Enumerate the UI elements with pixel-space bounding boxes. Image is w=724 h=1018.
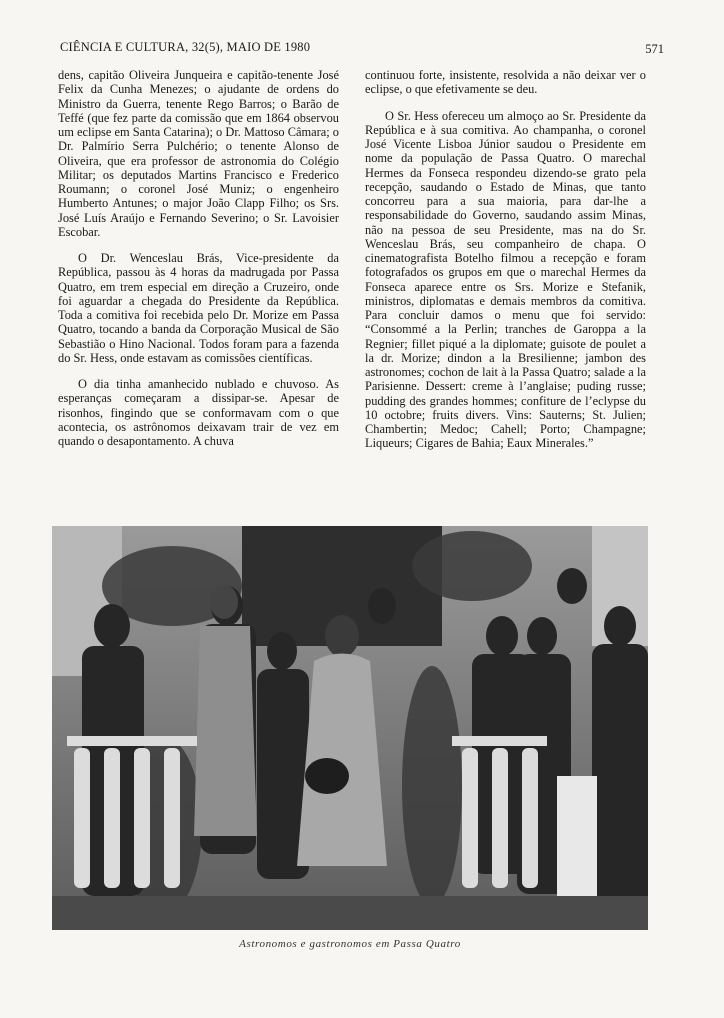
group-photograph-illustration — [52, 526, 648, 930]
paragraph: O Sr. Hess ofereceu um almoço ao Sr. Presidente da República e à sua comitiva. Ao champanha, o coronel José Vicente Lisboa Júnior saudou o Presidente em nome da população de Passa Quatro. O marechal Hermes da Fonseca respondeu dizendo-se grato pela recepção, saudando o Estado de Minas, que tanto concorreu para a sua maioria, para dar-lhe a responsabilidade do Governo, saudando assim Minas, não na pessoa de seu Presidente, mas na do Sr. Wenceslau Brás, seu companheiro de chapa. O cinematografista Botelho filmou a recepção e foram fotografados os grupos em que o marechal Hermes da Fonseca aparece entre os Srs. Morize e Stefanik, ministros, diplomatas e demais membros da comitiva. Para concluir damos o menu que foi servido: “Consommé a la Perlin; tranches de Garoppa a la Regnier; fillet piqué a la diplomate; guisote de poulet a la dr. Morize; dindon a la Bresilienne; jambon des astronomes; cochon de lait à la Passa Quatro; salade a la Parisienne. Dessert: creme à l’anglaise; puding russe; pudding des grandes hommes; confiture de l’eclypse du 10 octobre; fruits divers. Vins: Sauterns; St. Julien; Chambertin; Medoc; Cahell; Porto; Champagne; Liqueurs; Cigares de Bahia; Eaux Minerales.” — [365, 108, 646, 451]
journal-citation: CIÊNCIA E CULTURA, 32(5), MAIO DE 1980 — [60, 40, 311, 54]
page-header — [60, 40, 664, 58]
group-photograph — [52, 526, 648, 930]
paragraph: continuou forte, insistente, resolvida a não deixar ver o eclipse, o que efetivamente se deu. — [365, 68, 646, 97]
figure-caption: Astronomos e gastronomos em Passa Quatro — [239, 938, 461, 950]
paragraph: dens, capitão Oliveira Junqueira e capitão-tenente José Felix da Cunha Menezes; o ajudante de ordens do Ministro da Guerra, tenente Rego Barros; o Barão de Teffé (que fez parte da comissão que em 1864 observou um eclipse em Santa Catarina); o Dr. Mattoso Câmara; o Dr. Palmírio Serra Pulchério; o tenente Alonso de Oliveira, que era professor de astronomia do Colégio Militar; os deputados Martins Francisco e Frederico Roumann; o coronel José Muniz; o engenheiro Humberto Antunes; o major João Clapp Filho; os Srs. José Luís Araújo e Fernando Severino; o Sr. Lavoisier Escobar. — [58, 68, 339, 239]
paragraph: O dia tinha amanhecido nublado e chuvoso. As esperanças começaram a dissipar-se. Apesar de risonhos, fingindo que se conformavam com o que acontecia, os astrônomos deixavam trair de vez em quando o desapontamento. A chuva — [58, 377, 339, 448]
right-text-column — [365, 68, 646, 451]
left-text-column — [58, 68, 339, 448]
page-number: 571 — [645, 42, 664, 56]
paragraph: O Dr. Wenceslau Brás, Vice-presidente da República, passou às 4 horas da madrugada por Passa Quatro, em trem especial em direção a Cruzeiro, onde foi aguardar a chegada do Presidente da República. Toda a comitiva foi recebida pelo Dr. Morize em Passa Quatro, tocando a banda da Corporação Musical de São Sebastião o Hino Nacional. Todos foram para a fazenda do Sr. Hess, onde estavam as comissões científicas. — [58, 251, 339, 365]
